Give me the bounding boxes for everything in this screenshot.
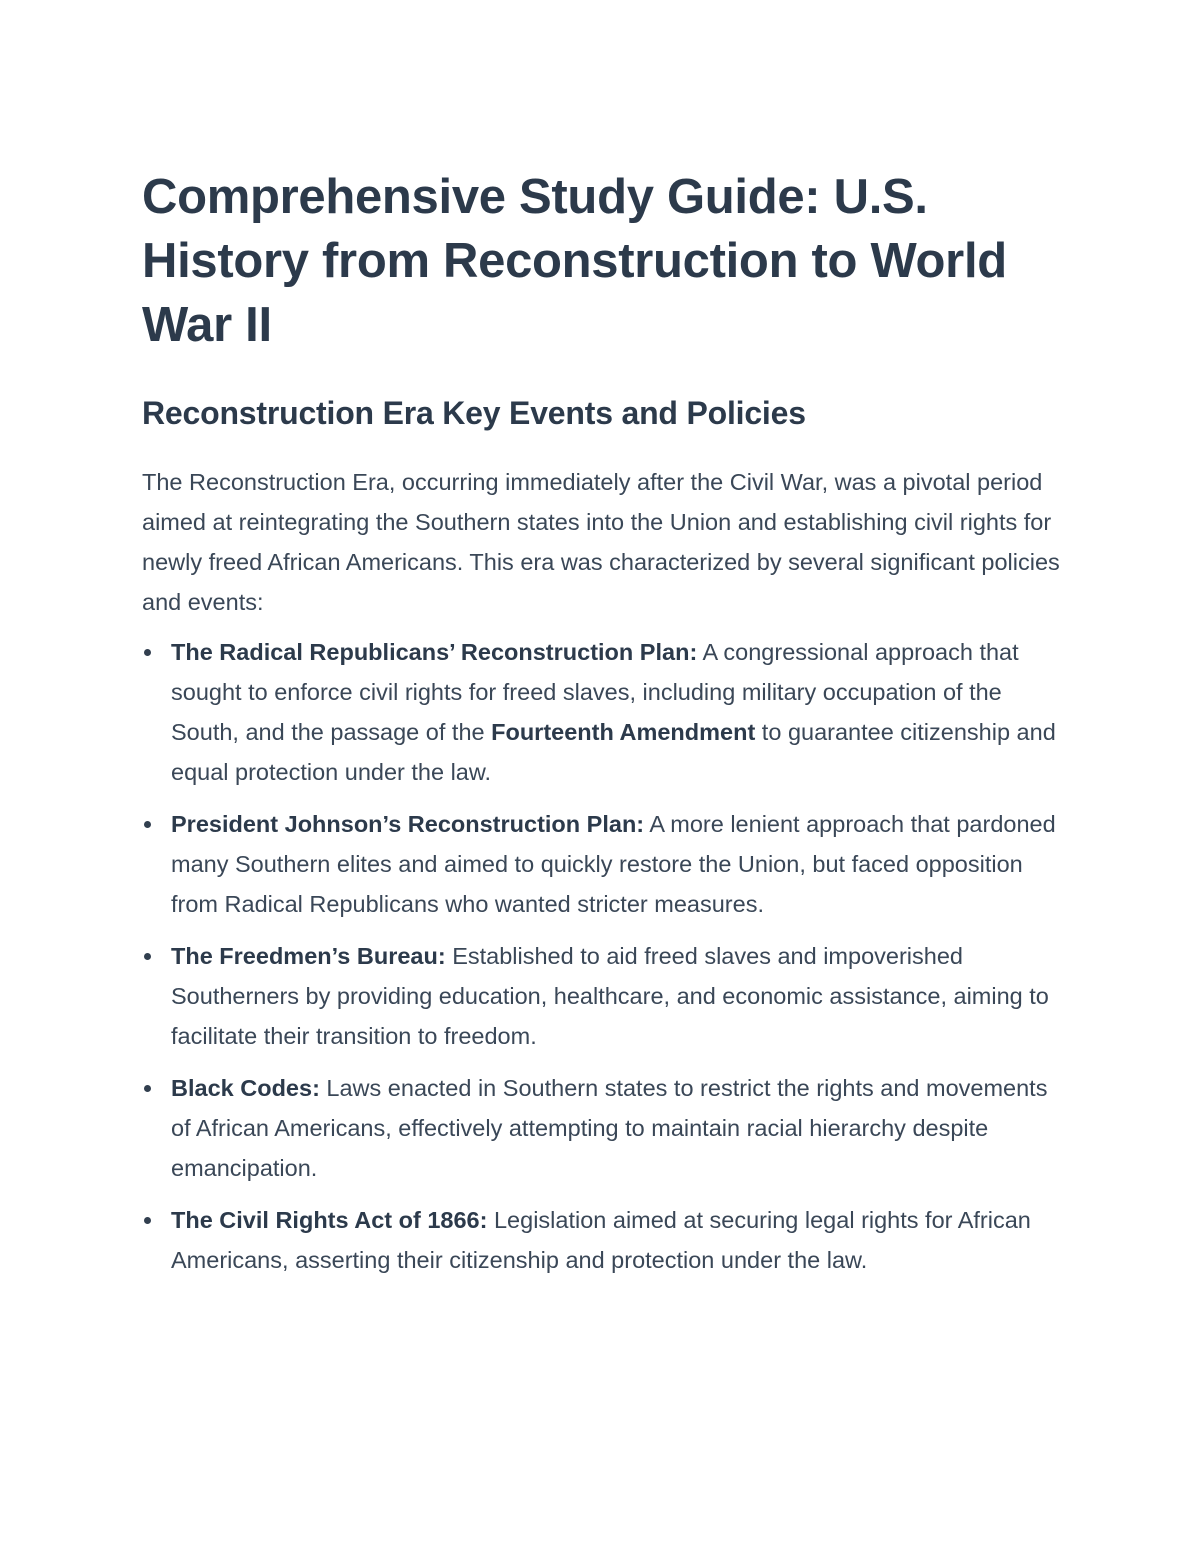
list-item — [142, 1200, 1062, 1280]
list-item-colon: : — [636, 811, 645, 837]
document-page — [142, 165, 1062, 1292]
list-item-term: Black Codes — [171, 1075, 313, 1101]
intro-paragraph: The Reconstruction Era, occurring immediately after the Civil War, was a pivotal period aimed at reintegrating the Southern states into the Union and establishing civil rights for newly freed African Americans. This era was characterized by several significant policies and events: — [142, 469, 1060, 615]
list-item-colon: : — [437, 943, 446, 969]
list-item — [142, 632, 1062, 792]
section-heading: Reconstruction Era Key Events and Policies — [142, 395, 806, 431]
list-item-text: Legislation aimed at securing legal rights for African Americans, asserting their citizenship and protection under the law. — [171, 1207, 1031, 1273]
list-item-text: A congressional approach that sought to enforce civil rights for freed slaves, including military occupation of the South, and the passage of the — [171, 639, 1019, 745]
document-title: Comprehensive Study Guide: U.S. History from Reconstruction to World War II — [142, 170, 1007, 352]
bullet-icon — [144, 649, 151, 656]
list-item-emphasis: Fourteenth Amendment — [491, 719, 756, 745]
list-item-colon: : — [312, 1075, 320, 1101]
list-item-text: Established to aid freed slaves and impoverished Southerners by providing education, healthcare, and economic assistance, aiming to facilitate their transition to freedom. — [171, 943, 1049, 1049]
list-item-term: President Johnson’s Reconstruction Plan — [171, 811, 637, 837]
list-item-colon: : — [689, 639, 698, 665]
list-item-term: The Radical Republicans’ Reconstruction Plan — [171, 639, 690, 665]
bullet-icon — [144, 1085, 151, 1092]
list-item — [142, 804, 1062, 924]
list-item-term: The Civil Rights Act of 1866 — [171, 1207, 480, 1233]
list-item-text: Laws enacted in Southern states to restrict the rights and movements of African Americans, effectively attempting to maintain racial hierarchy despite emancipation. — [171, 1075, 1048, 1181]
list-item-term: The Freedmen’s Bureau — [171, 943, 438, 969]
list-item — [142, 936, 1062, 1056]
bullet-icon — [144, 953, 151, 960]
list-item-colon: : — [479, 1207, 488, 1233]
list-item-text: A more lenient approach that pardoned many Southern elites and aimed to quickly restore the Union, but faced opposition from Radical Republicans who wanted stricter measures. — [171, 811, 1056, 917]
list-item-text: to guarantee citizenship and equal protection under the law. — [171, 719, 1056, 785]
bullet-icon — [144, 821, 151, 828]
list-item — [142, 1068, 1062, 1188]
bullet-list — [142, 632, 1062, 1280]
bullet-icon — [144, 1217, 151, 1224]
